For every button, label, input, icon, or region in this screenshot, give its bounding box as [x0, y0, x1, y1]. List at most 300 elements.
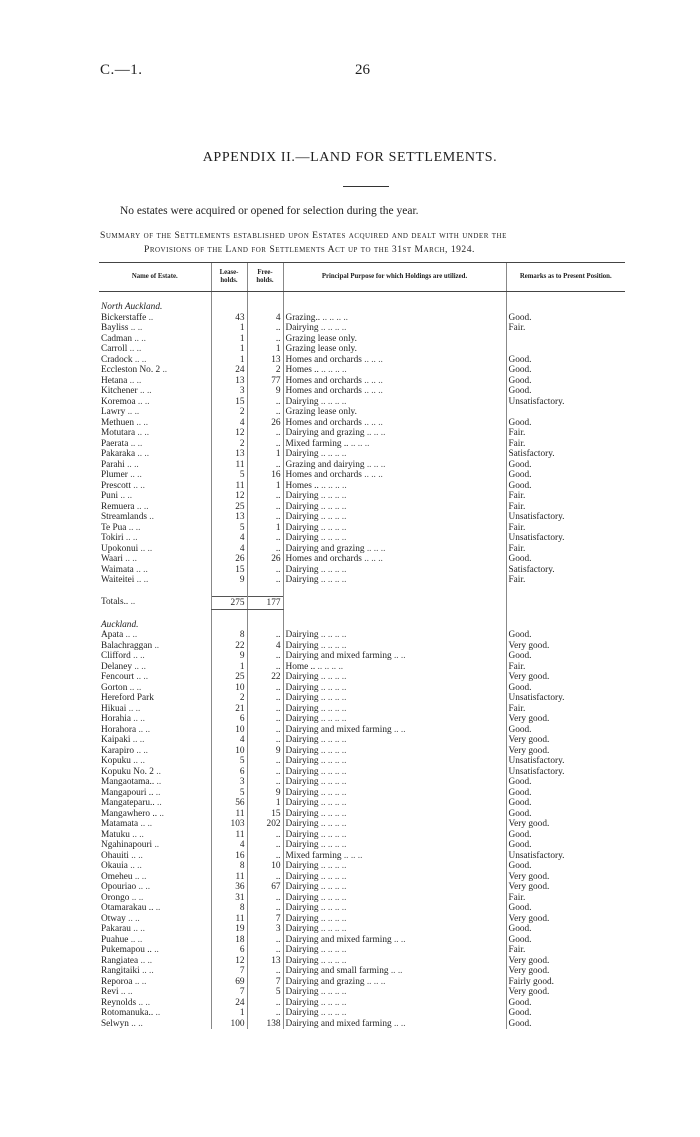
- totals-freeholds: 177: [247, 596, 283, 609]
- purpose-leader-dots: .. ..: [390, 966, 403, 976]
- purpose-cell: [283, 313, 506, 324]
- table-row: [99, 861, 625, 872]
- leaseholds-count: 9: [211, 575, 247, 586]
- estate-name: Kaipaki: [101, 735, 131, 745]
- purpose-cell: [283, 662, 506, 673]
- estate-name-cell: [99, 355, 211, 366]
- table-row: [99, 746, 625, 757]
- purpose-cell: [283, 809, 506, 820]
- estate-name-cell: [99, 788, 211, 799]
- purpose-cell: [283, 481, 506, 492]
- purpose-cell: [283, 788, 506, 799]
- name-leader-dots: .. ..: [136, 672, 149, 682]
- table-row: [99, 376, 625, 387]
- freeholds-count: ..: [247, 334, 283, 345]
- purpose-leader-dots: .. .. .. ..: [320, 808, 347, 819]
- freeholds-count: 138: [247, 1019, 283, 1030]
- table-row: [99, 565, 625, 576]
- estate-name-cell: [99, 704, 211, 715]
- leaseholds-count: 24: [211, 365, 247, 376]
- name-leader-dots: .. ..: [136, 745, 148, 756]
- estate-name: Horahia: [101, 714, 131, 724]
- purpose-leader-dots: .. .. .. ..: [320, 924, 347, 934]
- purpose-leader-dots: .. .. .. ..: [321, 365, 347, 375]
- name-leader-dots: .. ..: [140, 543, 153, 554]
- purpose-cell: [283, 651, 506, 662]
- leaseholds-count: 7: [211, 966, 247, 977]
- purpose-cell: [283, 672, 506, 683]
- leaseholds-count: 1: [211, 323, 247, 334]
- col-header-leaseholds: Lease-holds.: [211, 263, 247, 292]
- name-leader-dots: .. ..: [137, 449, 150, 459]
- name-leader-dots: .. ..: [128, 703, 141, 714]
- purpose-leader-dots: .. .. .. ..: [320, 501, 347, 512]
- freeholds-count: ..: [247, 840, 283, 851]
- estate-name: Horahora: [101, 724, 137, 735]
- estate-name-cell: [99, 819, 211, 830]
- estate-name-cell: [99, 945, 211, 956]
- estate-name: Okauia: [101, 861, 128, 871]
- name-leader-dots: .. ..: [136, 564, 148, 575]
- estate-name-cell: [99, 323, 211, 334]
- purpose-leader-dots: .. .. .. ..: [320, 913, 347, 924]
- freeholds-count: ..: [247, 893, 283, 904]
- leaseholds-count: 6: [211, 767, 247, 778]
- freeholds-count: 1: [247, 523, 283, 534]
- purpose-text: Dairying: [285, 501, 319, 512]
- estate-name: Reynolds: [101, 997, 137, 1008]
- estate-name-cell: [99, 651, 211, 662]
- purpose-cell: [283, 914, 506, 925]
- page-number: 26: [355, 62, 370, 78]
- freeholds-count: 22: [247, 672, 283, 683]
- purpose-leader-dots: .. .. .. ..: [320, 945, 347, 955]
- purpose-text: Grazing and dairying: [285, 459, 365, 470]
- freeholds-count: ..: [247, 323, 283, 334]
- remarks-cell: Fair.: [506, 544, 625, 555]
- name-leader-dots: .. ..: [120, 491, 133, 501]
- purpose-cell: [283, 365, 506, 376]
- remarks-cell: [506, 334, 625, 345]
- purpose-cell: [283, 439, 506, 450]
- estate-name-cell: [99, 767, 211, 778]
- purpose-cell: [283, 575, 506, 586]
- purpose-text: Dairying: [285, 491, 319, 501]
- name-leader-dots: .. ..: [130, 323, 143, 333]
- table-row: [99, 935, 625, 946]
- freeholds-count: 67: [247, 882, 283, 893]
- leaseholds-count: 69: [211, 977, 247, 988]
- purpose-leader-dots: .. .. ..: [366, 459, 386, 470]
- freeholds-count: 13: [247, 956, 283, 967]
- table-row: [99, 344, 625, 355]
- table-row: [99, 725, 625, 736]
- estate-name: Mangawhero ..: [101, 808, 158, 819]
- totals-label: Totals..: [101, 597, 129, 607]
- table-row: [99, 914, 625, 925]
- table-row: [99, 407, 625, 418]
- purpose-text: Grazing lease only.: [285, 407, 357, 417]
- purpose-cell: [283, 882, 506, 893]
- purpose-text: Dairying: [285, 829, 319, 840]
- remarks-cell: Good.: [506, 481, 625, 492]
- estate-name-cell: [99, 418, 211, 429]
- estate-name: Waimata: [101, 564, 134, 575]
- estate-name: Motutara: [101, 428, 136, 438]
- estate-name: Remuera: [101, 501, 135, 512]
- leaseholds-count: 19: [211, 924, 247, 935]
- spacer-row: [99, 586, 625, 597]
- estate-name-cell: [99, 882, 211, 893]
- remarks-cell: Very good.: [506, 872, 625, 883]
- purpose-leader-dots: .. .. .. ..: [320, 766, 347, 777]
- purpose-leader-dots: .. .. .. ..: [320, 840, 347, 850]
- table-row: [99, 893, 625, 904]
- remarks-cell: Good.: [506, 830, 625, 841]
- remarks-cell: Unsatisfactory.: [506, 512, 625, 523]
- estate-name: Hetana: [101, 375, 128, 386]
- name-leader-dots: .. ..: [120, 987, 133, 997]
- freeholds-count: 1: [247, 481, 283, 492]
- name-leader-dots: .. ..: [125, 533, 138, 543]
- estate-name: Rangitaiki: [101, 966, 140, 976]
- estate-name-cell: [99, 683, 211, 694]
- estate-name: Plumer: [101, 470, 128, 480]
- purpose-cell: [283, 872, 506, 883]
- leaseholds-count: 10: [211, 746, 247, 757]
- freeholds-count: ..: [247, 512, 283, 523]
- leaseholds-count: 4: [211, 735, 247, 746]
- name-leader-dots: ..: [149, 512, 154, 522]
- purpose-text: Dairying: [285, 735, 319, 745]
- leaseholds-count: 1: [211, 334, 247, 345]
- table-row: [99, 767, 625, 778]
- remarks-cell: Good.: [506, 365, 625, 376]
- table-row: [99, 512, 625, 523]
- freeholds-count: ..: [247, 872, 283, 883]
- leaseholds-count: 4: [211, 533, 247, 544]
- estate-name-cell: [99, 977, 211, 988]
- estate-name-cell: [99, 449, 211, 460]
- name-leader-dots: .. ..: [132, 829, 144, 840]
- remarks-cell: Good.: [506, 1019, 625, 1030]
- leaseholds-count: 8: [211, 630, 247, 641]
- purpose-leader-dots: .. .. .. ..: [320, 630, 347, 640]
- estate-name-cell: [99, 998, 211, 1009]
- purpose-text: Dairying: [285, 798, 319, 808]
- purpose-leader-dots: .. .. ..: [366, 428, 386, 438]
- purpose-cell: [283, 428, 506, 439]
- freeholds-count: 10: [247, 861, 283, 872]
- estate-name: Revi: [101, 987, 119, 997]
- remarks-cell: Satisfactory.: [506, 565, 625, 576]
- leaseholds-count: 5: [211, 470, 247, 481]
- estate-name-cell: [99, 735, 211, 746]
- remarks-cell: Very good.: [506, 882, 625, 893]
- table-row: [99, 882, 625, 893]
- estate-name: Hereford Park: [101, 693, 154, 703]
- estate-name-cell: [99, 756, 211, 767]
- remarks-cell: Good.: [506, 861, 625, 872]
- name-leader-dots: ..: [154, 840, 160, 850]
- estate-name-cell: [99, 460, 211, 471]
- name-leader-dots: .. ..: [128, 913, 140, 924]
- purpose-cell: [283, 1008, 506, 1019]
- purpose-cell: [283, 376, 506, 387]
- estate-name: Puahue: [101, 934, 129, 945]
- remarks-cell: Fair.: [506, 428, 625, 439]
- estate-name-cell: [99, 344, 211, 355]
- purpose-text: Dairying: [285, 756, 319, 766]
- purpose-text: Dairying: [285, 703, 319, 714]
- purpose-text: Dairying: [285, 533, 319, 543]
- remarks-cell: Good.: [506, 777, 625, 788]
- name-leader-dots: .. ..: [131, 850, 143, 861]
- estate-name: Orongo: [101, 892, 130, 903]
- remarks-cell: Very good.: [506, 641, 625, 652]
- purpose-cell: [283, 449, 506, 460]
- purpose-leader-dots: .. .. .. ..: [320, 903, 347, 913]
- remarks-cell: Good.: [506, 683, 625, 694]
- freeholds-count: ..: [247, 407, 283, 418]
- name-leader-dots: .. ..: [140, 819, 153, 829]
- table-row: [99, 672, 625, 683]
- leaseholds-count: 2: [211, 407, 247, 418]
- freeholds-count: ..: [247, 851, 283, 862]
- purpose-cell: [283, 777, 506, 788]
- name-leader-dots: ..: [155, 1008, 161, 1018]
- freeholds-count: ..: [247, 777, 283, 788]
- leaseholds-count: 8: [211, 903, 247, 914]
- purpose-cell: [283, 641, 506, 652]
- leaseholds-count: 8: [211, 861, 247, 872]
- estate-name: Kitchener: [101, 386, 138, 396]
- name-leader-dots: .. ..: [130, 438, 143, 449]
- leaseholds-count: 4: [211, 840, 247, 851]
- freeholds-count: 202: [247, 819, 283, 830]
- purpose-cell: [283, 491, 506, 502]
- table-row: [99, 523, 625, 534]
- purpose-cell: [283, 523, 506, 534]
- purpose-cell: [283, 977, 506, 988]
- estate-name-cell: [99, 365, 211, 376]
- name-leader-dots: .. ..: [138, 882, 151, 892]
- purpose-cell: [283, 893, 506, 904]
- leaseholds-count: 4: [211, 544, 247, 555]
- estate-name: Balachraggan: [101, 640, 153, 651]
- table-row: [99, 449, 625, 460]
- estate-name-cell: [99, 777, 211, 788]
- purpose-leader-dots: .. .. .. ..: [322, 312, 348, 323]
- purpose-cell: [283, 714, 506, 725]
- name-leader-dots: .. ..: [131, 892, 144, 903]
- table-row: [99, 714, 625, 725]
- remarks-cell: Good.: [506, 788, 625, 799]
- purpose-cell: [283, 544, 506, 555]
- table-row: [99, 460, 625, 471]
- purpose-leader-dots: .. .. .. ..: [320, 491, 347, 501]
- estate-name: Bickerstaffe: [101, 312, 147, 323]
- freeholds-count: ..: [247, 735, 283, 746]
- purpose-leader-dots: .. .. .. ..: [320, 575, 347, 585]
- estate-name-cell: [99, 725, 211, 736]
- name-leader-dots: .. ..: [125, 554, 137, 564]
- name-leader-dots: .. ..: [133, 714, 145, 724]
- purpose-cell: [283, 725, 506, 736]
- estate-name: Gorton: [101, 682, 128, 693]
- purpose-text: Homes and orchards: [285, 417, 362, 428]
- purpose-text: Dairying: [285, 323, 319, 333]
- purpose-leader-dots: .. ..: [393, 934, 406, 945]
- freeholds-count: ..: [247, 575, 283, 586]
- name-leader-dots: .. ..: [134, 661, 146, 672]
- freeholds-count: ..: [247, 725, 283, 736]
- remarks-cell: Fair.: [506, 575, 625, 586]
- table-row: [99, 544, 625, 555]
- freeholds-count: 4: [247, 313, 283, 324]
- purpose-text: Dairying and mixed farming: [285, 651, 392, 661]
- totals-leaseholds: 275: [211, 596, 247, 609]
- table-row: [99, 809, 625, 820]
- remarks-cell: Good.: [506, 418, 625, 429]
- table-row: [99, 554, 625, 565]
- freeholds-count: ..: [247, 630, 283, 641]
- leaseholds-count: 10: [211, 725, 247, 736]
- purpose-text: Dairying and mixed farming: [285, 724, 392, 735]
- name-leader-dots: .. ..: [129, 682, 142, 693]
- purpose-leader-dots: .. .. .. ..: [320, 714, 347, 724]
- estate-name-cell: [99, 533, 211, 544]
- purpose-leader-dots: .. ..: [393, 724, 406, 735]
- remarks-cell: Very good.: [506, 956, 625, 967]
- purpose-text: Dairying: [285, 787, 319, 798]
- estate-name-cell: [99, 502, 211, 513]
- estate-name-cell: [99, 903, 211, 914]
- freeholds-count: 4: [247, 641, 283, 652]
- estate-name-cell: [99, 523, 211, 534]
- remarks-cell: Very good.: [506, 914, 625, 925]
- purpose-cell: [283, 956, 506, 967]
- purpose-cell: [283, 935, 506, 946]
- estate-name-cell: [99, 851, 211, 862]
- leaseholds-count: 26: [211, 554, 247, 565]
- leaseholds-count: 43: [211, 313, 247, 324]
- settlements-table: [99, 262, 625, 1029]
- purpose-cell: [283, 683, 506, 694]
- table-row: [99, 987, 625, 998]
- section-heading-north-auckland: North Auckland.: [101, 302, 163, 312]
- auckland-section: [99, 609, 625, 1029]
- freeholds-count: ..: [247, 683, 283, 694]
- name-leader-dots: ..: [154, 945, 159, 955]
- leaseholds-count: 11: [211, 481, 247, 492]
- freeholds-count: ..: [247, 935, 283, 946]
- table-row: [99, 956, 625, 967]
- estate-name: Kopuku No. 2: [101, 766, 154, 777]
- purpose-cell: [283, 903, 506, 914]
- remarks-cell: Fair.: [506, 945, 625, 956]
- table-header-row: [99, 263, 625, 292]
- remarks-cell: [506, 344, 625, 355]
- estate-name: Ngahinapouri: [101, 840, 153, 850]
- purpose-leader-dots: .. .. ..: [366, 976, 386, 987]
- leaseholds-count: 15: [211, 397, 247, 408]
- remarks-cell: Very good.: [506, 672, 625, 683]
- estate-name: Selwyn: [101, 1018, 129, 1029]
- freeholds-count: ..: [247, 428, 283, 439]
- freeholds-count: ..: [247, 1008, 283, 1019]
- purpose-cell: [283, 798, 506, 809]
- table-row: [99, 470, 625, 481]
- purpose-cell: [283, 819, 506, 830]
- purpose-cell: [283, 830, 506, 841]
- purpose-text: Dairying: [285, 512, 319, 522]
- name-leader-dots: .. ..: [133, 480, 145, 491]
- purpose-text: Dairying and grazing: [285, 543, 365, 554]
- leaseholds-count: 18: [211, 935, 247, 946]
- remarks-cell: Fair.: [506, 704, 625, 715]
- freeholds-count: 1: [247, 344, 283, 355]
- remarks-cell: Very good.: [506, 966, 625, 977]
- estate-name-cell: [99, 334, 211, 345]
- estate-name-cell: [99, 935, 211, 946]
- freeholds-count: ..: [247, 767, 283, 778]
- purpose-leader-dots: .. .. .. ..: [320, 787, 347, 798]
- table-row: [99, 756, 625, 767]
- purpose-leader-dots: .. ..: [393, 1018, 406, 1029]
- freeholds-count: 13: [247, 355, 283, 366]
- remarks-cell: Unsatisfactory.: [506, 533, 625, 544]
- freeholds-count: ..: [247, 662, 283, 673]
- estate-name-cell: [99, 512, 211, 523]
- leaseholds-count: 25: [211, 672, 247, 683]
- remarks-cell: Very good.: [506, 746, 625, 757]
- purpose-leader-dots: .. .. .. ..: [320, 693, 347, 703]
- name-leader-dots: .. ..: [131, 1018, 143, 1029]
- purpose-leader-dots: .. .. .. ..: [317, 661, 344, 672]
- estate-name-cell: [99, 861, 211, 872]
- purpose-cell: [283, 344, 506, 355]
- leaseholds-count: 24: [211, 998, 247, 1009]
- leaseholds-count: 12: [211, 428, 247, 439]
- freeholds-count: 2: [247, 365, 283, 376]
- remarks-cell: Unsatisfactory.: [506, 756, 625, 767]
- purpose-cell: [283, 470, 506, 481]
- summary-line-2: Provisions of the Land for Settlements Act up to the 31st March, 1924.: [144, 244, 475, 255]
- purpose-cell: [283, 746, 506, 757]
- section-heading-row: [99, 302, 625, 313]
- purpose-cell: [283, 998, 506, 1009]
- estate-name-cell: [99, 798, 211, 809]
- name-leader-dots: .. ..: [133, 924, 145, 934]
- leaseholds-count: 7: [211, 987, 247, 998]
- remarks-cell: Fair.: [506, 893, 625, 904]
- estate-name-cell: [99, 428, 211, 439]
- leaseholds-count: 11: [211, 914, 247, 925]
- remarks-cell: Good.: [506, 924, 625, 935]
- name-leader-dots: .. ..: [142, 966, 154, 976]
- purpose-text: Dairying: [285, 396, 319, 407]
- freeholds-count: ..: [247, 533, 283, 544]
- remarks-cell: [506, 407, 625, 418]
- estate-name: Waiteitei: [101, 575, 135, 585]
- section-heading-row: [99, 620, 625, 631]
- col-header-name: Name of Estate.: [99, 263, 211, 292]
- remarks-cell: Fair.: [506, 323, 625, 334]
- purpose-cell: [283, 407, 506, 418]
- estate-name-cell: [99, 840, 211, 851]
- purpose-text: Homes ..: [285, 365, 319, 375]
